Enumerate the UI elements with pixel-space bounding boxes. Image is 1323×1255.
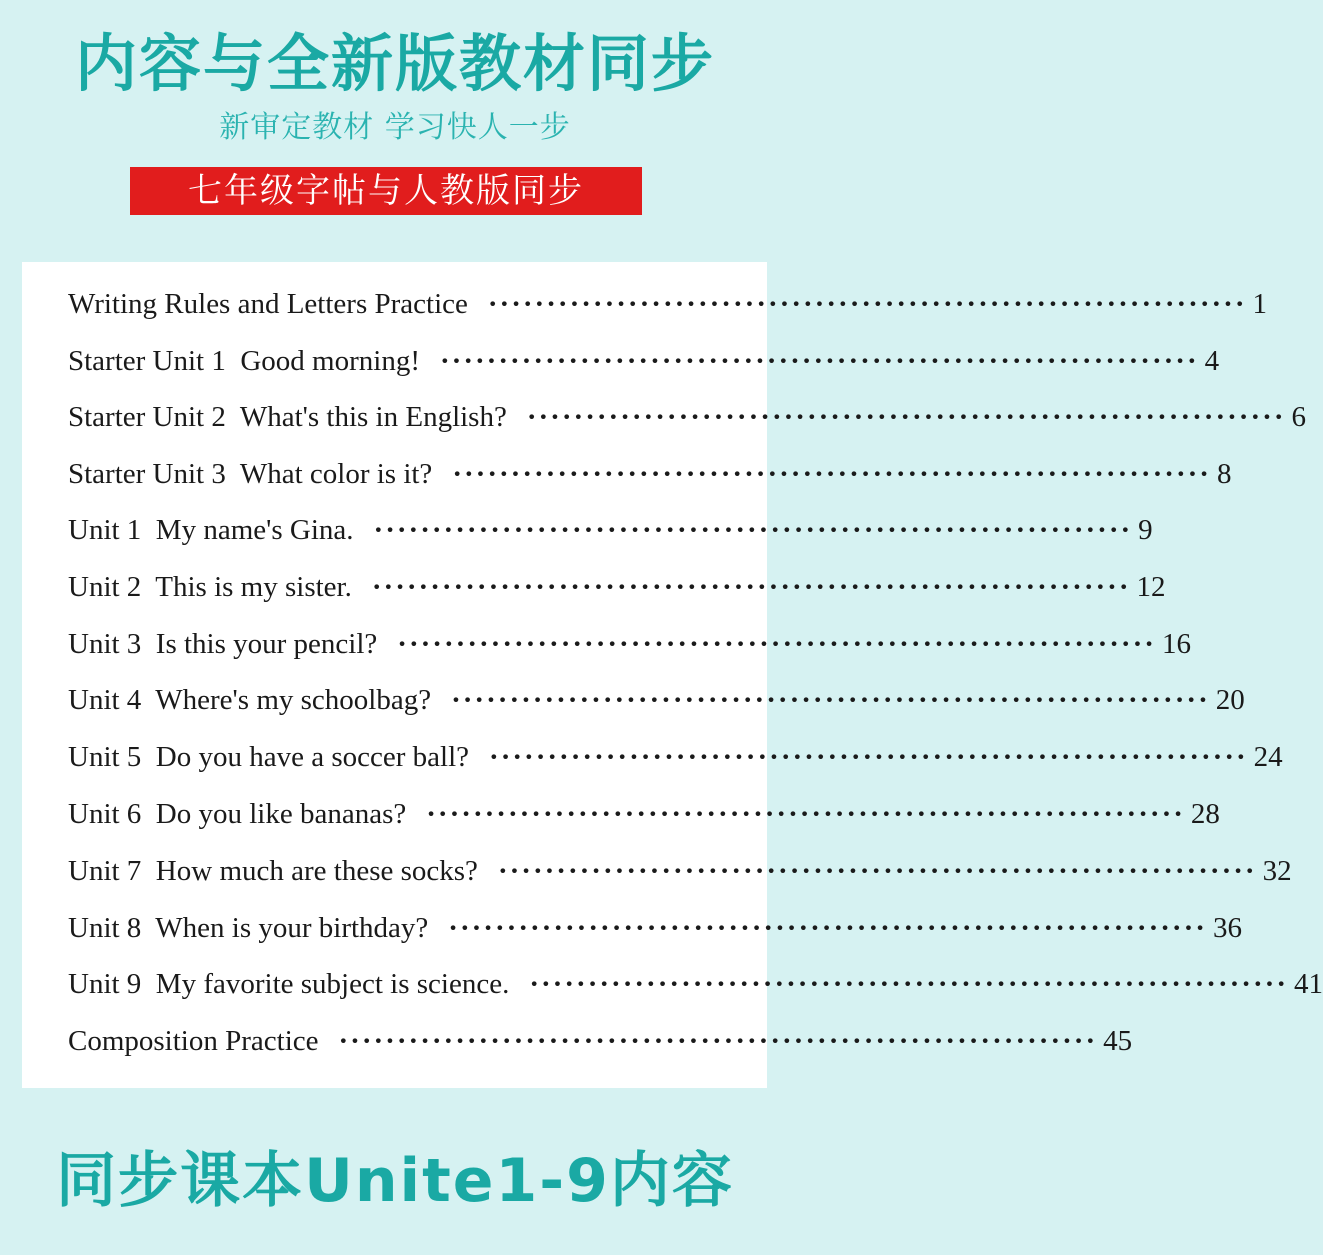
bottom-banner: 同步课本Unite1-9内容 <box>56 1146 734 1216</box>
toc-leader-dots: ································································· <box>397 627 1156 660</box>
toc-row <box>68 284 1268 324</box>
toc-row <box>68 510 1153 550</box>
toc-page-number: 9 <box>1138 513 1153 546</box>
toc-row <box>68 1021 1133 1061</box>
toc-leader-dots: ································································· <box>497 854 1257 887</box>
page-subtitle: 新审定教材 学习快人一步 <box>219 110 571 145</box>
toc-row <box>68 737 1283 777</box>
toc-page-number: 1 <box>1252 287 1268 320</box>
grade-badge: 七年级字帖与人教版同步 <box>130 167 642 215</box>
toc-leader-dots: ································································· <box>426 797 1185 830</box>
toc-row <box>68 964 1323 1004</box>
toc-leader-dots: ································································· <box>529 967 1288 1000</box>
toc-title: Unit 7 How much are these socks? <box>68 854 478 887</box>
toc-leader-dots: ································································· <box>371 570 1131 603</box>
toc-page-number: 36 <box>1212 911 1242 944</box>
toc-title: Unit 5 Do you have a soccer ball? <box>68 740 470 773</box>
toc-title: Writing Rules and Letters Practice <box>68 287 468 320</box>
toc-row <box>68 397 1306 437</box>
table-of-contents <box>22 262 1323 1088</box>
toc-leader-dots: ································································· <box>448 911 1207 944</box>
toc-title: Unit 8 When is your birthday? <box>68 911 429 944</box>
toc-page-number: 12 <box>1136 570 1166 603</box>
toc-page-number: 4 <box>1204 344 1220 377</box>
toc-leader-dots: ································································· <box>487 287 1247 320</box>
toc-page-number: 32 <box>1262 854 1292 887</box>
page-headline: 内容与全新版教材同步 <box>74 27 715 100</box>
toc-title: Unit 3 Is this your pencil? <box>68 627 378 660</box>
toc-row <box>68 624 1191 664</box>
toc-row <box>68 794 1220 834</box>
toc-page-number: 20 <box>1215 683 1245 716</box>
toc-title: Unit 1 My name's Gina. <box>68 513 354 546</box>
toc-row <box>68 908 1242 948</box>
toc-row <box>68 567 1166 607</box>
toc-leader-dots: ································································· <box>526 400 1286 433</box>
toc-title: Starter Unit 1 Good morning! <box>68 344 420 377</box>
toc-page-number: 8 <box>1216 457 1232 490</box>
toc-leader-dots: ································································· <box>338 1024 1098 1057</box>
toc-page-number: 45 <box>1103 1024 1133 1057</box>
toc-row <box>68 851 1292 891</box>
toc-leader-dots: ································································· <box>439 344 1199 377</box>
toc-row <box>68 680 1245 720</box>
toc-page-number: 28 <box>1190 797 1220 830</box>
toc-page-number: 16 <box>1161 627 1191 660</box>
toc-title: Composition Practice <box>68 1024 319 1057</box>
toc-leader-dots: ································································· <box>452 457 1211 490</box>
toc-row <box>68 454 1232 494</box>
toc-page-number: 24 <box>1253 740 1283 773</box>
toc-title: Unit 4 Where's my schoolbag? <box>68 683 432 716</box>
toc-title: Starter Unit 3 What color is it? <box>68 457 433 490</box>
toc-title: Starter Unit 2 What's this in English? <box>68 400 507 433</box>
toc-leader-dots: ································································· <box>451 683 1210 716</box>
toc-page-number: 6 <box>1291 400 1306 433</box>
toc-leader-dots: ································································· <box>373 513 1133 546</box>
toc-title: Unit 6 Do you like bananas? <box>68 797 407 830</box>
toc-row <box>68 341 1220 381</box>
toc-title: Unit 9 My favorite subject is science. <box>68 967 510 1000</box>
toc-leader-dots: ································································· <box>489 740 1248 773</box>
toc-page-number: 41 <box>1293 967 1323 1000</box>
toc-title: Unit 2 This is my sister. <box>68 570 352 603</box>
